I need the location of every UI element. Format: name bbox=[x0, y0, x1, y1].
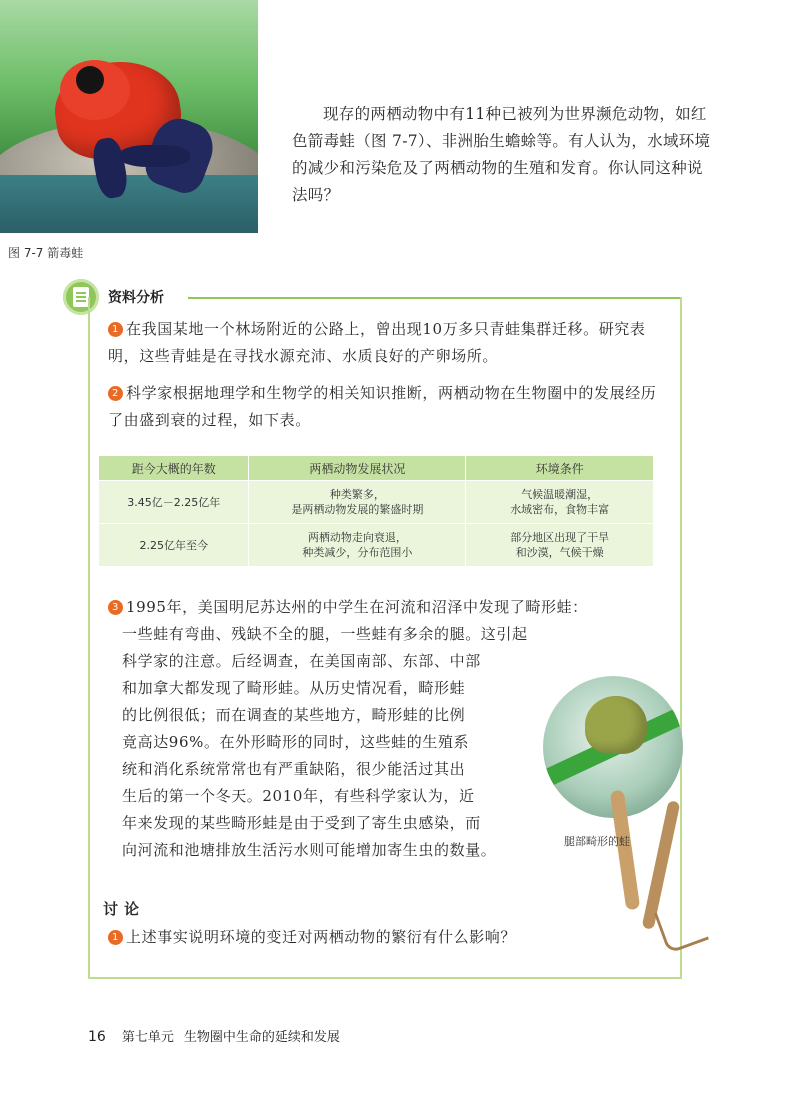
text-line: 和加拿大都发现了畸形蛙。从历史情况看，畸形蛙 bbox=[122, 679, 466, 697]
question-text: 上述事实说明环境的变迁对两栖动物的繁衍有什么影响？ bbox=[126, 928, 517, 946]
discussion-title: 讨论 bbox=[103, 900, 146, 918]
cell-line: 气候温暖潮湿， bbox=[521, 488, 599, 501]
table-header-row bbox=[99, 456, 654, 481]
column-header: 距今大概的年数 bbox=[99, 456, 249, 481]
cell-line: 是两栖动物发展的繁盛时期 bbox=[291, 503, 424, 516]
poison-dart-frog-photo bbox=[0, 0, 258, 233]
text-line: 竟高达96%。在外形畸形的同时，这些蛙的生殖系 bbox=[122, 733, 470, 751]
analysis-item-1 bbox=[108, 316, 668, 370]
amphibian-history-table bbox=[98, 455, 654, 567]
text-line: 的比例很低；而在调查的某些地方，畸形蛙的比例 bbox=[122, 706, 466, 724]
deformed-frog-caption: 腿部畸形的蛙 bbox=[564, 835, 630, 848]
analysis-item-2 bbox=[108, 380, 668, 434]
text-line: 科学家的注意。后经调查，在美国南部、东部、中部 bbox=[122, 652, 481, 670]
cell-line: 两栖动物走向衰退， bbox=[307, 531, 407, 544]
table-row bbox=[99, 481, 654, 524]
page-footer bbox=[88, 1026, 340, 1045]
unit-label: 第七单元 bbox=[121, 1030, 174, 1045]
question-number-badge: 1 bbox=[108, 930, 123, 945]
page-number: 16 bbox=[88, 1029, 106, 1045]
text-line: 统和消化系统常常也有严重缺陷，很少能活过其出 bbox=[122, 760, 466, 778]
table-cell bbox=[249, 524, 466, 567]
text-line: 一些蛙有弯曲、残缺不全的腿，一些蛙有多余的腿。这引起 bbox=[122, 625, 528, 643]
table-cell bbox=[466, 524, 654, 567]
cell-line: 种类减少，分布范围小 bbox=[302, 546, 413, 559]
cell-line: 水域密布，食物丰富 bbox=[510, 503, 610, 516]
item-number-badge: 1 bbox=[108, 322, 123, 337]
item-text: 科学家根据地理学和生物学的相关知识推断，两栖动物在生物圈中的发展经历了由盛到衰的过程，如下表。 bbox=[108, 384, 657, 429]
figure-caption: 图 7-7 箭毒蛙 bbox=[8, 246, 84, 260]
text-line: 年来发现的某些畸形蛙是由于受到了寄生虫感染，而 bbox=[122, 814, 481, 832]
line-text: 1995年，美国明尼苏达州的中学生在河流和沼泽中发现了畸形蛙： bbox=[126, 598, 588, 616]
cell-line: 部分地区出现了干旱 bbox=[510, 531, 610, 544]
text-line: 向河流和池塘排放生活污水则可能增加寄生虫的数量。 bbox=[122, 841, 497, 859]
section-title: 资料分析 bbox=[108, 290, 164, 306]
table-cell bbox=[466, 481, 654, 524]
table-cell: 3.45亿－2.25亿年 bbox=[99, 481, 249, 524]
table-cell bbox=[249, 481, 466, 524]
discussion-question-1 bbox=[108, 924, 516, 951]
item-number-badge: 2 bbox=[108, 386, 123, 401]
text-line bbox=[108, 594, 663, 621]
column-header: 两栖动物发展状况 bbox=[249, 456, 466, 481]
text-line: 生后的第一个冬天。2010年，有些科学家认为，近 bbox=[122, 787, 475, 805]
unit-title: 生物圈中生命的延续和发展 bbox=[183, 1030, 340, 1045]
cell-line: 种类繁多， bbox=[329, 488, 385, 501]
column-header: 环境条件 bbox=[466, 456, 654, 481]
item-text: 在我国某地一个林场附近的公路上，曾出现10万多只青蛙集群迁移。研究表明，这些青蛙是在寻找水源充沛、水质良好的产卵场所。 bbox=[108, 320, 646, 365]
intro-paragraph: 现存的两栖动物中有11种已被列为世界濒危动物，如红色箭毒蛙（图 7-7）、非洲胎生蟾蜍等。有人认为，水域环境的减少和污染危及了两栖动物的生殖和发育。你认同这种说法吗？ bbox=[292, 105, 711, 204]
item-number-badge: 3 bbox=[108, 600, 123, 615]
table-row bbox=[99, 524, 654, 567]
table-cell: 2.25亿年至今 bbox=[99, 524, 249, 567]
cell-line: 和沙漠，气候干燥 bbox=[515, 546, 604, 559]
